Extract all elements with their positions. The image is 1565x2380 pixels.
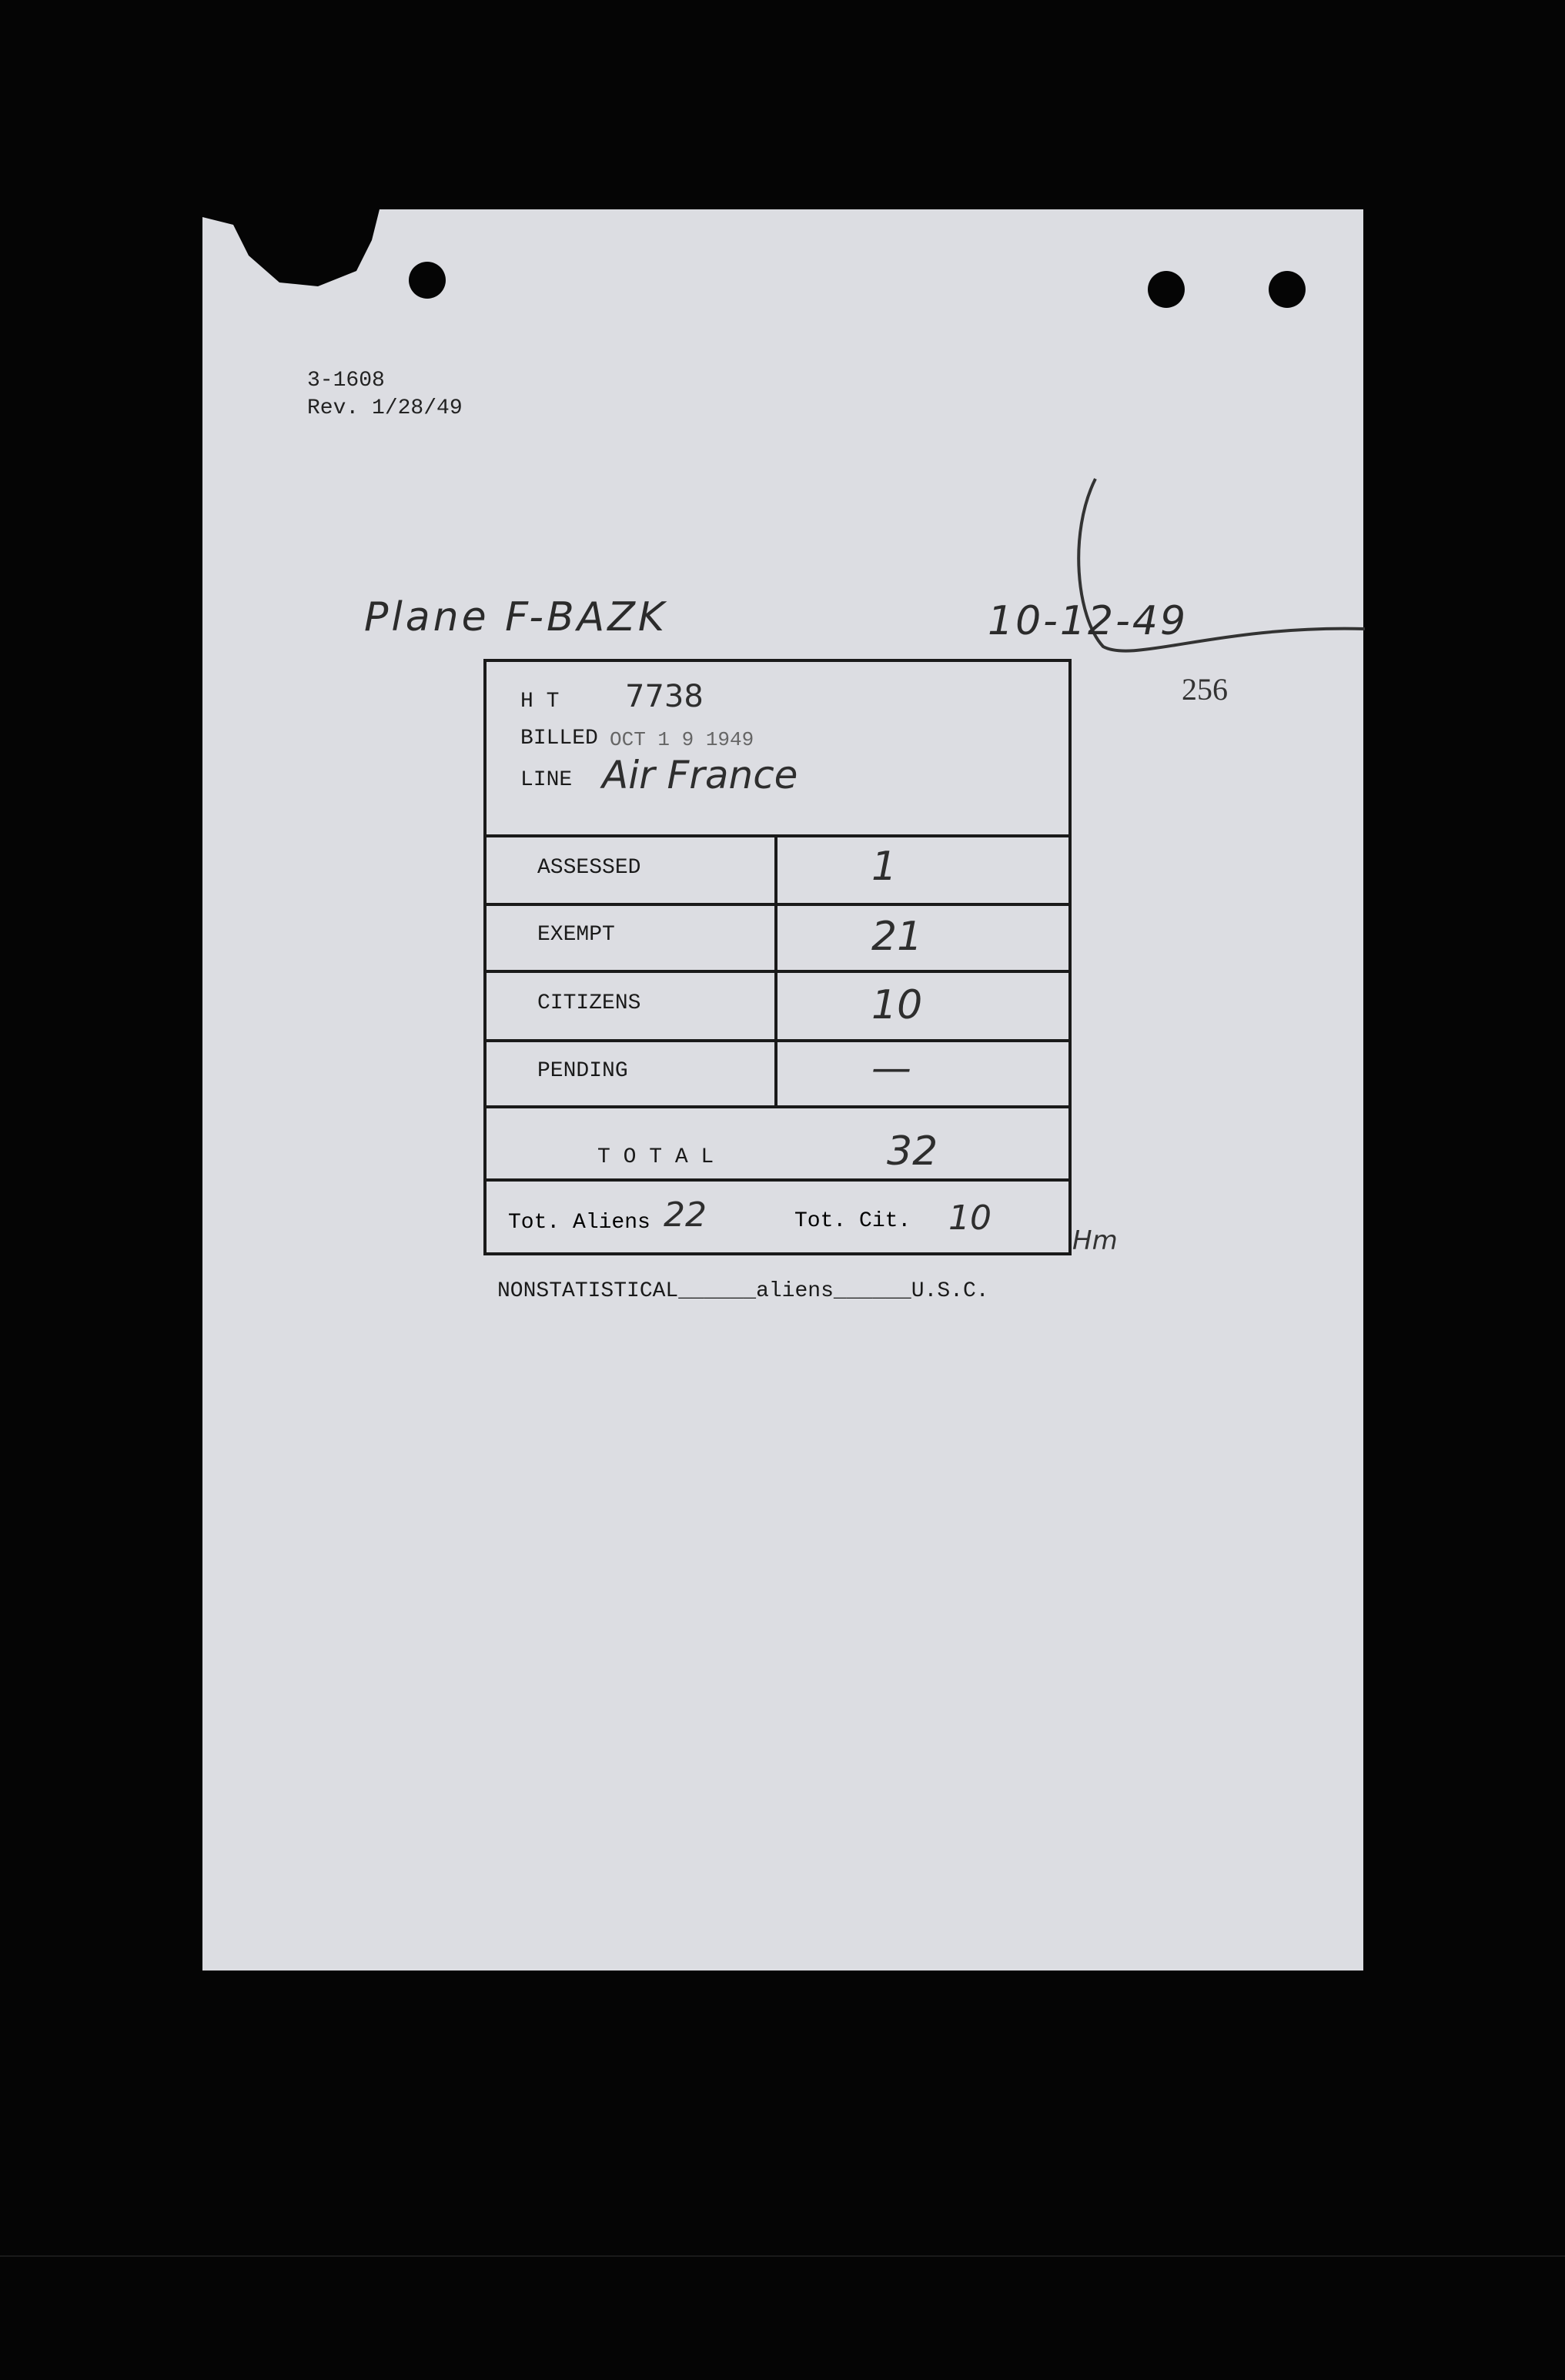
aliens-label: aliens xyxy=(756,1279,834,1303)
punch-hole-left xyxy=(409,262,446,299)
form-number: 3-1608 xyxy=(307,369,385,393)
total-value: 32 xyxy=(887,1128,938,1175)
ht-value: 7738 xyxy=(625,679,704,714)
nonstatistical-line xyxy=(497,1279,989,1303)
row-label: CITIZENS xyxy=(537,991,641,1015)
row-total xyxy=(487,1105,1068,1182)
row-label: EXEMPT xyxy=(537,923,615,947)
row-value: 21 xyxy=(871,914,923,960)
row-label: ASSESSED xyxy=(537,856,641,880)
plane-id: Plane F-BAZK xyxy=(364,594,667,640)
form-revision: Rev. 1/28/49 xyxy=(307,396,463,420)
ht-label: H T xyxy=(520,690,560,714)
scan-edge-line xyxy=(0,2255,1565,2257)
row-value: 1 xyxy=(871,844,898,890)
form-header xyxy=(487,662,1068,837)
tally-form-box xyxy=(483,659,1072,1255)
total-label: T O T A L xyxy=(597,1145,714,1169)
pencil-check-mark xyxy=(1072,471,1365,702)
row-value: — xyxy=(871,1045,911,1091)
row-citizens xyxy=(487,970,1068,1042)
tot-aliens-label: Tot. Aliens xyxy=(508,1211,650,1235)
row-pending xyxy=(487,1039,1068,1108)
punch-hole-right-1 xyxy=(1148,271,1185,308)
nonstat-label: NONSTATISTICAL xyxy=(497,1279,679,1303)
tot-cit-label: Tot. Cit. xyxy=(794,1209,911,1233)
row-label: PENDING xyxy=(537,1059,628,1083)
line-value: Air France xyxy=(602,753,798,797)
torn-corner xyxy=(202,209,380,294)
punch-hole-right-2 xyxy=(1269,271,1306,308)
page-number: 256 xyxy=(1182,672,1228,707)
tot-cit-value: 10 xyxy=(948,1198,992,1238)
usc-label: U.S.C. xyxy=(911,1279,989,1303)
handwritten-date: 10-12-49 xyxy=(988,598,1189,644)
initials: Hm xyxy=(1072,1225,1118,1256)
tot-aliens-value: 22 xyxy=(664,1195,707,1235)
row-value: 10 xyxy=(871,982,923,1028)
blank-2: ______ xyxy=(833,1279,911,1303)
document-sheet xyxy=(202,209,1363,1971)
line-label: LINE xyxy=(520,768,573,792)
totals-line xyxy=(487,1182,1068,1252)
billed-stamp: OCT 1 9 1949 xyxy=(610,728,754,751)
row-assessed xyxy=(487,834,1068,906)
form-code xyxy=(307,367,463,423)
billed-label: BILLED xyxy=(520,727,598,750)
blank-1: ______ xyxy=(678,1279,757,1303)
row-exempt xyxy=(487,903,1068,973)
